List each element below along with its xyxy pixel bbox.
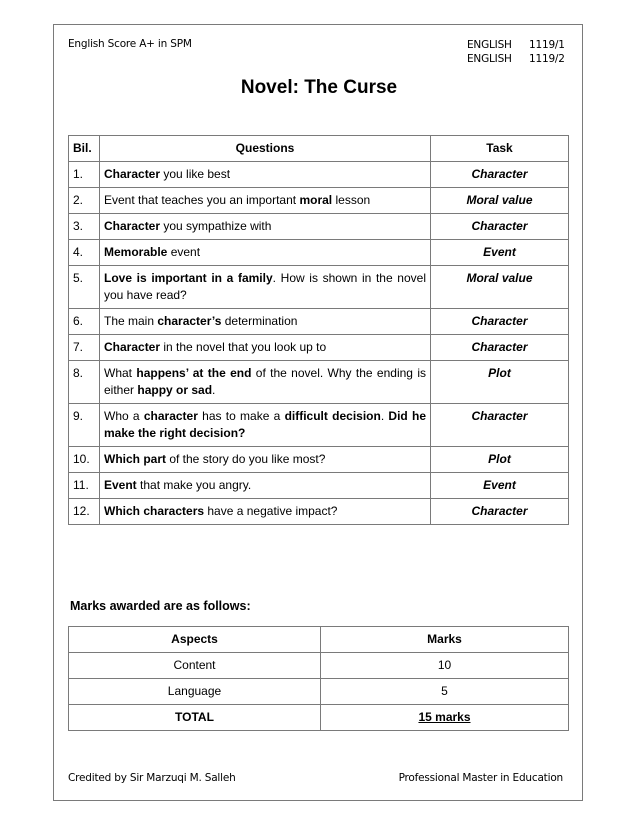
- task-cell: Character: [431, 214, 569, 240]
- row-number: 5.: [69, 266, 100, 309]
- header-paper-code: 1119/1: [529, 39, 565, 51]
- header-left: English Score A+ in SPM: [68, 38, 192, 50]
- task-cell: Character: [431, 499, 569, 525]
- question-keyword: moral: [299, 193, 333, 207]
- question-keyword: Which part: [104, 452, 166, 466]
- header-right: [467, 38, 565, 66]
- row-number: 9.: [69, 404, 100, 447]
- question-cell: [100, 473, 431, 499]
- row-number: 8.: [69, 361, 100, 404]
- question-text: lesson: [332, 193, 371, 207]
- question-keyword: character’s: [157, 314, 222, 328]
- table-row: [69, 162, 569, 188]
- question-text: you sympathize with: [160, 219, 272, 233]
- table-row: [69, 266, 569, 309]
- table-header-row: [69, 136, 569, 162]
- question-cell: [100, 447, 431, 473]
- header-questions: Questions: [100, 136, 431, 162]
- header-subject: ENGLISH: [467, 53, 512, 65]
- header-marks: Marks: [321, 627, 569, 653]
- question-keyword: Character: [104, 167, 161, 181]
- task-cell: Plot: [431, 361, 569, 404]
- aspect-cell: Content: [69, 653, 321, 679]
- marks-row: [69, 679, 569, 705]
- table-row: [69, 214, 569, 240]
- question-keyword: happens’ at the end: [136, 366, 252, 380]
- questions-body: [69, 162, 569, 525]
- page-title: Novel: The Curse: [240, 77, 398, 98]
- question-cell: [100, 188, 431, 214]
- header-aspects: Aspects: [69, 627, 321, 653]
- task-cell: Moral value: [431, 266, 569, 309]
- question-text: Who a: [104, 409, 144, 423]
- total-marks-value: 15 marks: [418, 710, 471, 724]
- header-code-line: [467, 38, 565, 52]
- question-cell: [100, 361, 431, 404]
- header-code-line: [467, 52, 565, 66]
- table-row: [69, 309, 569, 335]
- task-cell: Character: [431, 162, 569, 188]
- question-text: has to make a: [197, 409, 285, 423]
- question-cell: [100, 309, 431, 335]
- question-text: The main: [104, 314, 158, 328]
- question-text: determination: [221, 314, 298, 328]
- total-label: TOTAL: [69, 705, 321, 731]
- question-keyword: Memorable: [104, 245, 168, 259]
- table-row: [69, 240, 569, 266]
- marks-table: [68, 626, 569, 731]
- table-row: [69, 473, 569, 499]
- task-cell: Character: [431, 309, 569, 335]
- question-text: What: [104, 366, 137, 380]
- task-cell: Character: [431, 335, 569, 361]
- question-text: that make you angry.: [136, 478, 252, 492]
- row-number: 12.: [69, 499, 100, 525]
- question-keyword: Character: [104, 219, 161, 233]
- question-text: Event that teaches you an important: [104, 193, 300, 207]
- question-cell: [100, 214, 431, 240]
- row-number: 3.: [69, 214, 100, 240]
- row-number: 10.: [69, 447, 100, 473]
- question-cell: [100, 335, 431, 361]
- question-keyword: Character: [104, 340, 161, 354]
- table-row: [69, 499, 569, 525]
- marks-cell: 5: [321, 679, 569, 705]
- question-text: .: [380, 409, 389, 423]
- footer-title: Professional Master in Education: [398, 772, 563, 784]
- marks-label: Marks awarded are as follows:: [70, 599, 251, 613]
- header-subject: ENGLISH: [467, 39, 512, 51]
- questions-table: [68, 135, 569, 525]
- marks-header-row: [69, 627, 569, 653]
- question-text: .: [212, 383, 216, 397]
- aspect-cell: Language: [69, 679, 321, 705]
- question-text: you like best: [160, 167, 231, 181]
- table-row: [69, 188, 569, 214]
- question-cell: [100, 240, 431, 266]
- total-marks-cell: [321, 705, 569, 731]
- question-text: of the novel. Why the ending is either: [104, 366, 426, 397]
- marks-cell: 10: [321, 653, 569, 679]
- task-cell: Character: [431, 404, 569, 447]
- table-row: [69, 447, 569, 473]
- row-number: 11.: [69, 473, 100, 499]
- row-number: 1.: [69, 162, 100, 188]
- question-keyword: Did he make the right decision?: [104, 409, 427, 440]
- task-cell: Plot: [431, 447, 569, 473]
- question-keyword: Which characters: [104, 504, 205, 518]
- question-keyword: Event: [104, 478, 137, 492]
- table-row: [69, 404, 569, 447]
- question-keyword: character: [143, 409, 198, 423]
- marks-row: [69, 653, 569, 679]
- question-text: of the story do you like most?: [166, 452, 326, 466]
- question-keyword: difficult decision: [284, 409, 381, 423]
- header-bil: Bil.: [69, 136, 100, 162]
- header-task: Task: [431, 136, 569, 162]
- row-number: 4.: [69, 240, 100, 266]
- question-cell: [100, 266, 431, 309]
- question-cell: [100, 404, 431, 447]
- question-text: event: [167, 245, 201, 259]
- question-keyword: Love is important in a family: [104, 271, 273, 285]
- task-cell: Event: [431, 240, 569, 266]
- row-number: 7.: [69, 335, 100, 361]
- question-text: in the novel that you look up to: [160, 340, 327, 354]
- task-cell: Event: [431, 473, 569, 499]
- question-cell: [100, 162, 431, 188]
- row-number: 6.: [69, 309, 100, 335]
- question-text: . How is shown in the novel you have read?: [104, 271, 426, 302]
- question-text: have a negative impact?: [204, 504, 338, 518]
- row-number: 2.: [69, 188, 100, 214]
- table-row: [69, 335, 569, 361]
- question-cell: [100, 499, 431, 525]
- header-paper-code: 1119/2: [529, 53, 565, 65]
- marks-total-row: [69, 705, 569, 731]
- task-cell: Moral value: [431, 188, 569, 214]
- question-keyword: happy or sad: [137, 383, 213, 397]
- footer-credit: Credited by Sir Marzuqi M. Salleh: [68, 772, 236, 784]
- table-row: [69, 361, 569, 404]
